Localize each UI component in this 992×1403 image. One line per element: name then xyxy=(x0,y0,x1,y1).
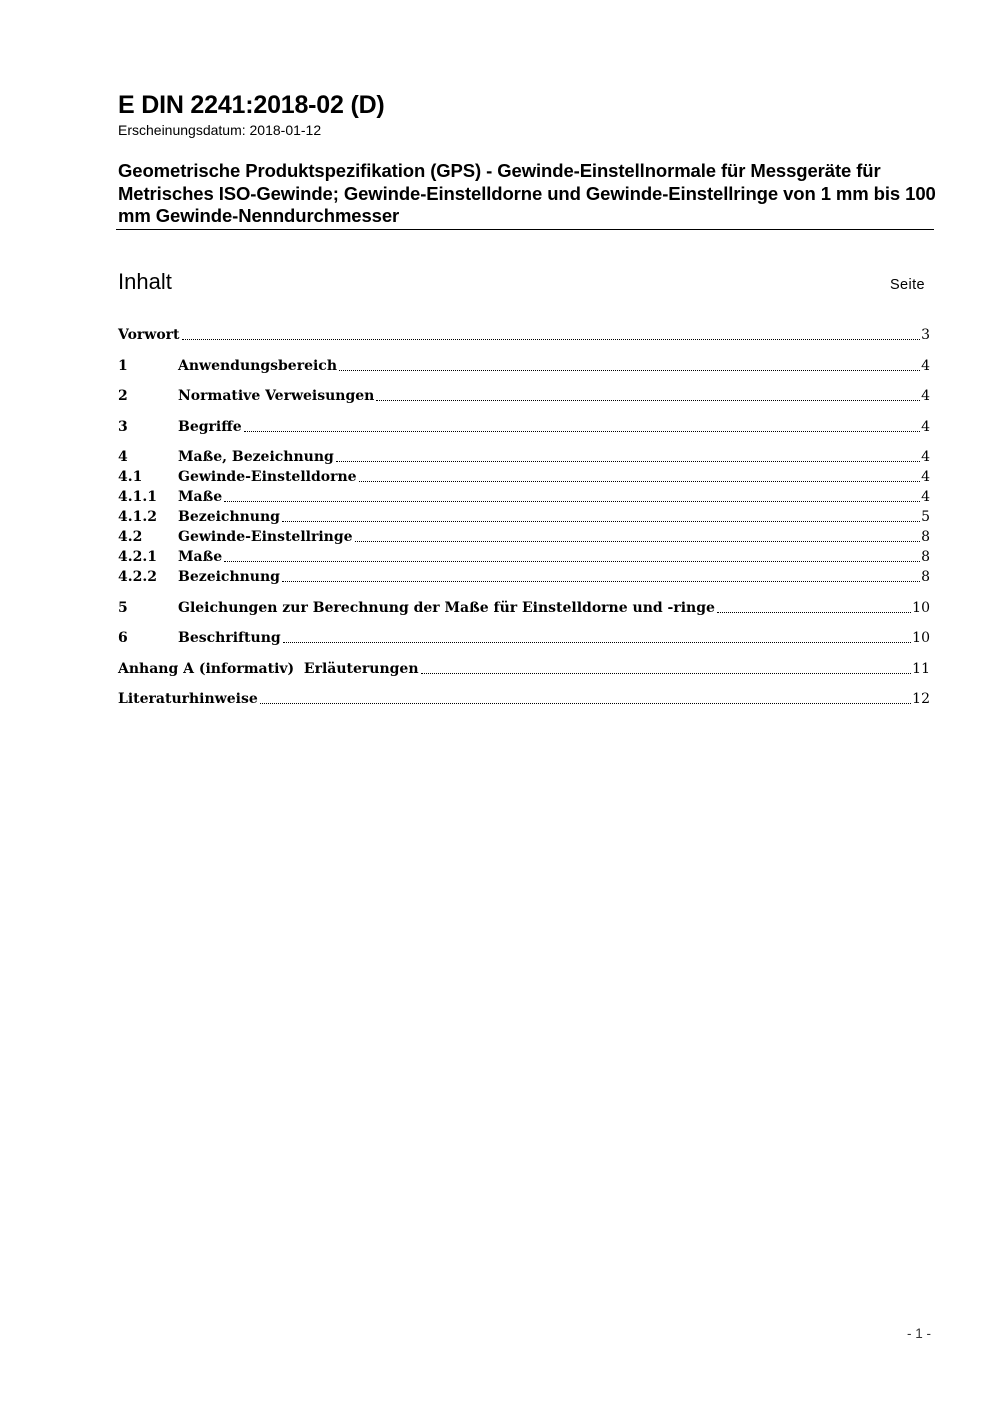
toc-entry-page: 11 xyxy=(912,660,930,677)
toc-entry-page: 8 xyxy=(921,569,930,585)
toc-entry-page: 4 xyxy=(921,357,930,374)
toc-entry-4[interactable] xyxy=(118,447,930,467)
toc-entry-title: Maße xyxy=(178,489,223,505)
toc-dot-leader xyxy=(282,521,920,522)
title-divider xyxy=(116,229,934,230)
toc-entry-title: Gewinde-Einstelldorne xyxy=(178,469,357,485)
toc-entry-title: Gewinde-Einstellringe xyxy=(178,529,353,545)
toc-entry-title: Anwendungsbereich xyxy=(178,357,337,374)
publication-date: Erscheinungsdatum: 2018-01-12 xyxy=(118,122,322,138)
toc-entry-page: 12 xyxy=(912,691,930,707)
toc-dot-leader xyxy=(376,400,920,401)
toc-entry-annex-a[interactable] xyxy=(118,659,930,679)
toc-entry-number: 4 xyxy=(118,449,128,465)
toc-entry-4-1[interactable] xyxy=(118,467,930,487)
toc-entry-4-1-1[interactable] xyxy=(118,487,930,507)
toc-dot-leader xyxy=(282,581,920,582)
toc-dot-leader xyxy=(224,501,920,502)
table-of-contents xyxy=(118,325,930,709)
toc-entry-page: 4 xyxy=(921,449,930,465)
toc-entry-number: 1 xyxy=(118,357,128,374)
toc-dot-leader xyxy=(717,612,911,613)
toc-entry-4-2-1[interactable] xyxy=(118,547,930,567)
toc-entry-title: Beschriftung xyxy=(178,630,281,646)
toc-entry-title: Begriffe xyxy=(178,418,242,435)
toc-entry-title: Gleichungen zur Berechnung der Maße für Einstelldorne und -ringe xyxy=(178,599,715,616)
toc-dot-leader xyxy=(336,461,920,462)
toc-entry-page: 4 xyxy=(921,469,930,485)
toc-entry-title: Anhang A (informativ) Erläuterungen xyxy=(118,660,419,677)
toc-entry-title: Bezeichnung xyxy=(178,569,280,585)
toc-entry-5[interactable] xyxy=(118,598,930,618)
toc-entry-number: 4.1.1 xyxy=(118,489,157,505)
toc-entry-title: Normative Verweisungen xyxy=(178,388,375,404)
toc-dot-leader xyxy=(421,673,912,674)
toc-entry-page: 4 xyxy=(921,418,930,435)
toc-entry-page: 10 xyxy=(912,630,930,646)
toc-entry-page: 10 xyxy=(912,599,930,616)
toc-entry-1[interactable] xyxy=(118,356,930,376)
toc-dot-leader xyxy=(224,561,920,562)
toc-dot-leader xyxy=(339,370,920,371)
toc-entry-page: 4 xyxy=(921,489,930,505)
toc-dot-leader xyxy=(355,541,921,542)
toc-dot-leader xyxy=(260,703,911,704)
toc-entry-number: 5 xyxy=(118,599,128,616)
toc-entry-6[interactable] xyxy=(118,628,930,648)
toc-entry-3[interactable] xyxy=(118,417,930,437)
toc-entry-4-1-2[interactable] xyxy=(118,507,930,527)
toc-entry-page: 3 xyxy=(921,327,930,343)
toc-dot-leader xyxy=(359,481,921,482)
toc-entry-page: 8 xyxy=(921,529,930,545)
document-id: E DIN 2241:2018-02 (D) xyxy=(118,91,385,119)
toc-entry-number: 4.2.2 xyxy=(118,569,157,585)
toc-entry-page: 4 xyxy=(921,388,930,404)
toc-dot-leader xyxy=(283,642,912,643)
document-title: Geometrische Produktspezifikation (GPS) - Gewinde-Einstellnormale für Messgeräte für Metrisches ISO-Gewinde; Gewinde-Einstelldorne und Gewinde-Einstellringe von 1 mm bis 100 mm Gewinde-Nenndurchmesser xyxy=(118,160,936,226)
toc-entry-title: Literaturhinweise xyxy=(118,691,258,707)
toc-heading: Inhalt xyxy=(118,269,172,294)
toc-entry-4-2-2[interactable] xyxy=(118,567,930,587)
toc-entry-number: 4.2 xyxy=(118,529,143,545)
toc-entry-4-2[interactable] xyxy=(118,527,930,547)
page-number: - 1 - xyxy=(906,1326,931,1341)
toc-entry-number: 4.1 xyxy=(118,469,143,485)
toc-entry-number: 6 xyxy=(118,630,128,646)
toc-entry-title: Maße xyxy=(178,549,223,565)
toc-dot-leader xyxy=(182,339,921,340)
toc-page-column-label: Seite xyxy=(889,277,925,293)
toc-entry-number: 3 xyxy=(118,418,128,435)
toc-entry-page: 5 xyxy=(921,509,930,525)
toc-entry-title: Bezeichnung xyxy=(178,509,280,525)
toc-dot-leader xyxy=(244,431,920,432)
toc-entry-vorwort[interactable] xyxy=(118,325,930,345)
toc-entry-number: 4.2.1 xyxy=(118,549,157,565)
toc-entry-number: 2 xyxy=(118,388,128,404)
toc-entry-2[interactable] xyxy=(118,386,930,406)
toc-entry-bibliography[interactable] xyxy=(118,689,930,709)
toc-entry-number: 4.1.2 xyxy=(118,509,157,525)
toc-entry-title: Vorwort xyxy=(118,327,180,343)
toc-entry-title: Maße, Bezeichnung xyxy=(178,449,334,465)
toc-entry-page: 8 xyxy=(921,549,930,565)
